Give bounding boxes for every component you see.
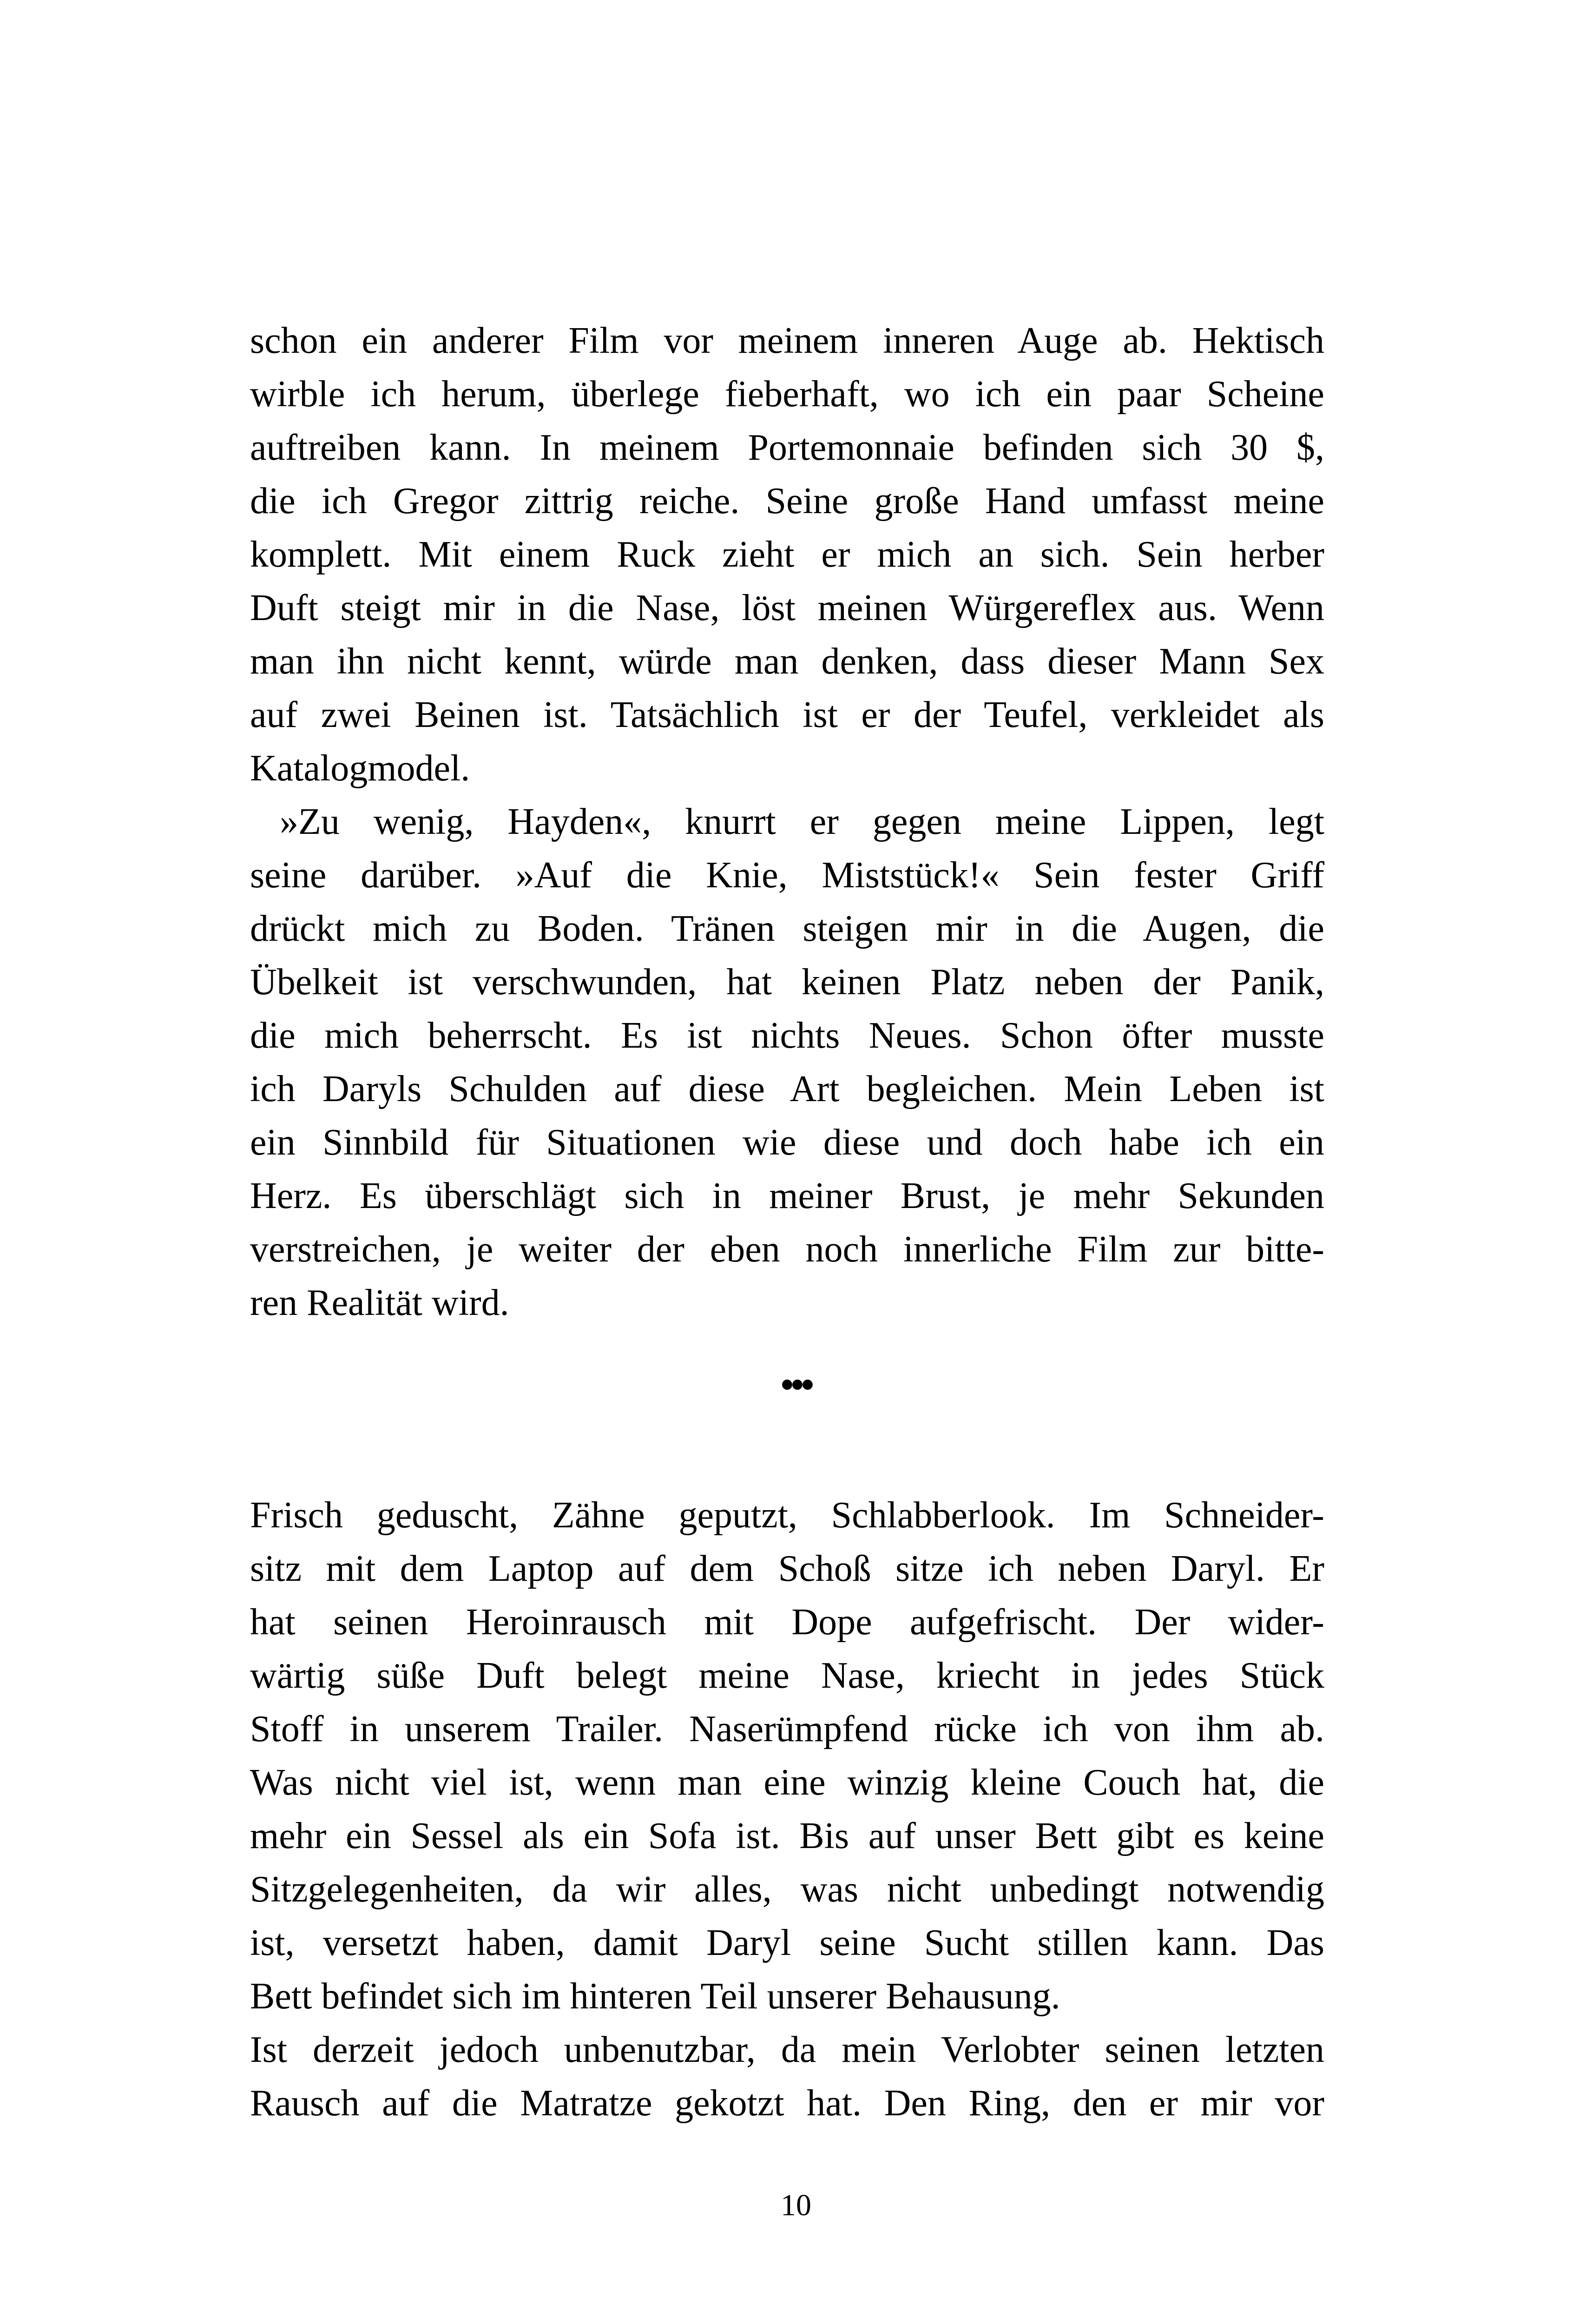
text-line: komplett. Mit einem Ruck zieht er mich an sich. Sein herber <box>250 534 1324 575</box>
text-line: Ist derzeit jedoch unbenutzbar, da mein Verlobter seinen letzten <box>250 2029 1324 2070</box>
section-separator: ••• <box>780 1365 812 1406</box>
text-line: die ich Gregor zittrig reiche. Seine große Hand umfasst meine <box>250 481 1324 522</box>
text-line: wärtig süße Duft belegt meine Nase, kriecht in jedes Stück <box>250 1655 1324 1696</box>
text-line: »Zu wenig, Hayden«, knurrt er gegen meine Lippen, legt <box>280 801 1324 842</box>
text-line: auf zwei Beinen ist. Tatsächlich ist er der Teufel, verkleidet als <box>250 694 1324 735</box>
text-line: Stoff in unserem Trailer. Naserümpfend rücke ich von ihm ab. <box>250 1709 1324 1750</box>
text-line: Sitzgelegenheiten, da wir alles, was nicht unbedingt notwendig <box>250 1869 1324 1910</box>
text-line: auftreiben kann. In meinem Portemonnaie befinden sich 30 $, <box>250 427 1324 468</box>
text-line: sitz mit dem Laptop auf dem Schoß sitze ich neben Daryl. Er <box>250 1548 1324 1589</box>
text-line: seine darüber. »Auf die Knie, Miststück!« Sein fester Griff <box>250 855 1324 896</box>
text-line: Frisch geduscht, Zähne geputzt, Schlabberlook. Im Schneider- <box>250 1495 1324 1536</box>
text-line: Katalogmodel. <box>250 748 470 789</box>
page-number: 10 <box>781 2188 811 2222</box>
text-line: Rausch auf die Matratze gekotzt hat. Den Ring, den er mir vor <box>250 2083 1324 2124</box>
text-line: ist, versetzt haben, damit Daryl seine Sucht stillen kann. Das <box>250 1922 1324 1963</box>
text-line: die mich beherrscht. Es ist nichts Neues. Schon öfter musste <box>250 1015 1324 1056</box>
text-section-1 <box>250 314 1324 1330</box>
text-line: hat seinen Heroinrausch mit Dope aufgefrischt. Der wider- <box>250 1602 1324 1643</box>
text-line: ein Sinnbild für Situationen wie diese und doch habe ich ein <box>250 1122 1324 1163</box>
text-line: verstreichen, je weiter der eben noch innerliche Film zur bitte- <box>250 1229 1324 1270</box>
text-line: wirble ich herum, überlege fieberhaft, wo ich ein paar Scheine <box>250 374 1324 415</box>
text-line: Herz. Es überschlägt sich in meiner Brust, je mehr Sekunden <box>250 1175 1324 1216</box>
text-line: drückt mich zu Boden. Tränen steigen mir in die Augen, die <box>250 908 1324 949</box>
text-line: schon ein anderer Film vor meinem inneren Auge ab. Hektisch <box>250 320 1324 361</box>
text-line: Übelkeit ist verschwunden, hat keinen Platz neben der Panik, <box>250 962 1324 1003</box>
text-line: Bett befindet sich im hinteren Teil unserer Behausung. <box>250 1976 1060 2017</box>
text-line: ich Daryls Schulden auf diese Art begleichen. Mein Leben ist <box>250 1069 1324 1109</box>
text-line: mehr ein Sessel als ein Sofa ist. Bis auf unser Bett gibt es keine <box>250 1816 1324 1856</box>
text-line: Duft steigt mir in die Nase, löst meinen Würgereflex aus. Wenn <box>250 588 1324 628</box>
text-line: ren Realität wird. <box>250 1282 509 1323</box>
text-section-2 <box>250 1489 1324 2130</box>
text-line: Was nicht viel ist, wenn man eine winzig kleine Couch hat, die <box>250 1762 1324 1803</box>
text-line: man ihn nicht kennt, würde man denken, dass dieser Mann Sex <box>250 641 1324 682</box>
